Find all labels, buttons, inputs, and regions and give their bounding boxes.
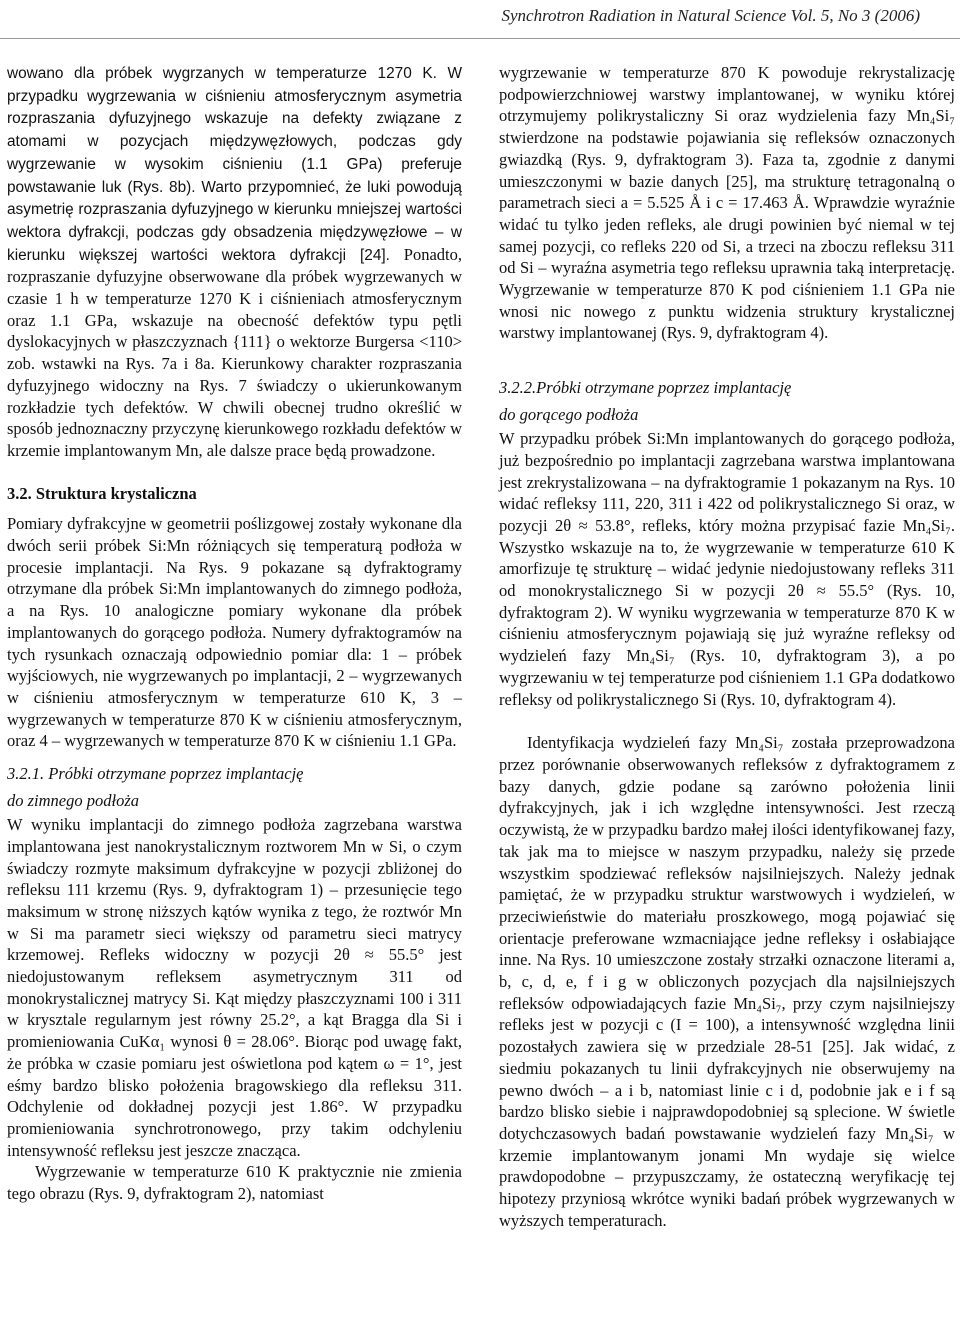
right-paragraph-1: wygrzewanie w temperaturze 870 K powoduje rekrystalizację podpowierzchniowej warstwy implantowanej, w wyniku której otrzymujemy polikrystaliczny Si oraz wydzielenia fazy Mn₄Si₇ stwierdzone na podstawie pojawiania się refleksów oznaczonych gwiazdką (Rys. 9, dyfraktogram 3). Faza ta, zgodnie z danymi umieszczonymi w bazie danych [25], ma strukturę tetragonalną o parametrach sieci a = 5.525 Å i c = 17.463 Å. Wprawdzie wyraźnie widać tu tylko jeden refleks, ale drugi powinien być niemal w tej samej pozycji, co refleks 220 od Si, a trzeci na zboczu refleksu 311 od Si – wyraźna asymetria tego refleksu uprawnia taką interpretację. Wygrzewanie w temperaturze 870 K pod ciśnieniem 1.1 GPa nie wnosi nic nowego z punktu widzenia struktury krystalicznej warstwy implantowanej (Rys. 9, dyfraktogram 4). <box>499 63 955 343</box>
section-heading-3-2: 3.2. Struktura krystaliczna <box>7 483 197 503</box>
heading-3-2-1-line-1: 3.2.1. Próbki otrzymane poprzez implantację <box>7 764 304 784</box>
heading-3-2-2-line-1: 3.2.2.Próbki otrzymane poprzez implantację <box>499 378 792 398</box>
spacer <box>499 344 955 366</box>
left-column <box>7 62 462 1205</box>
left-paragraph-2-text: Ponadto, rozpraszanie dyfuzyjne obserwowane dla próbek wygrzewanych w czasie 1 h w temperaturze 1270 K i ciśnieniach atmosferycznym oraz 1.1 GPa, wskazuje na obecność defektów typu pętli dyslokacyjnych w płaszczyznach {111} o wektorze Burgersa <110> zob. wstawki na Rys. 7a i 8a. Kierunkowy charakter rozpraszania dyfuzyjnego widoczny na Rys. 7 świadczy o ukierunkowanym rozkładzie tych defektów. W chwili obecnej trudno określić w sposób jednoznaczny przyczynę kierunkowego rozkładu defektów w krzemie implantowanym Mn, ale dalsze prace będą prowadzone. <box>7 244 462 460</box>
right-paragraph-2: W przypadku próbek Si:Mn implantowanych do gorącego podłoża, już bezpośrednio po implantacji zagrzebana warstwa implantowana jest zrekrystalizowana – na dyfraktogramie 1 pokazanym na Rys. 10 widać refleksy 111, 220, 311 i 422 od polikrystalicznego Si oraz, w pozycji 2θ ≈ 53.8°, refleks, który można przypisać fazie Mn₄Si₇. Wszystko wskazuje na to, że wygrzewanie w temperaturze 610 K amorfizuje tę strukturę – widać jedynie niedojustowany refleks 311 od monokrystalicznego Si w pozycji 2θ ≈ 55.5° (Rys. 10, dyfraktogram 2). W wyniku wygrzewania w temperaturze 870 K w ciśnieniu atmosferycznym pojawiają się już wyraźne refleksy od wydzieleń fazy Mn₄Si₇ (Rys. 10, dyfraktogram 3), a po wygrzewaniu w tej temperaturze pod ciśnieniem 1.1 GPa dodatkowo refleksy od polikrystalicznego Si (Rys. 10, dyfraktogram 4). <box>499 429 955 709</box>
journal-header: Synchrotron Radiation in Natural Science Vol. 5, No 3 (2006) <box>501 6 920 25</box>
right-column <box>499 62 955 1231</box>
section-heading-3-2-2 <box>499 374 955 428</box>
left-paragraph-5: Wygrzewanie w temperaturze 610 K praktycznie nie zmienia tego obrazu (Rys. 9, dyfraktogram 2), natomiast <box>7 1162 462 1204</box>
left-paragraph-1-text: wowano dla próbek wygrzanych w temperaturze 1270 K. W przypadku wygrzewania w ciśnieniu atmosferycznym asymetria rozpraszania dyfuzyjnego wskazuje na defekty związane z atomami w pozycjach międzywęzłowych, podczas gdy wygrzewanie w wysokim ciśnieniu (1.1 GPa) preferuje powstawanie luk (Rys. 8b). Warto przypomnieć, że luki powodują asymetrię rozpraszania dyfuzyjnego w kierunku mniejszej wartości wektora dyfrakcji, podczas gdy obsadzenia międzywęzłowe – w kierunku większej wartości wektora dyfrakcji [24]. <box>7 65 462 264</box>
left-paragraph-4: W wyniku implantacji do zimnego podłoża zagrzebana warstwa implantowana jest nanokrystalicznym roztworem Mn w Si, o czym świadczy rozmyte maksimum dyfrakcyjne w pozycji zbliżonej do refleksu 111 krzemu (Rys. 9, dyfraktogram 1) – przesunięcie tego maksimum w stronę niższych kątów wynika z tego, że roztwór Mn w Si ma parametr sieci większy od parametru sieci matrycy krzemowej. Refleks widoczny w pozycji 2θ ≈ 55.5° jest niedojustowanym refleksem asymetrycznym 311 od monokrystalicznej matrycy Si. Kąt między płaszczyznami 100 i 311 w krysztale regularnym jest równy 25.2°, a kąt Bragga dla Si i promieniowania CuKα₁ wynosi θ = 28.06°. Biorąc pod uwagę fakt, że próbka w czasie pomiaru jest oświetlona pod kątem ω = 1°, jest eśmy bardzo blisko położenia bragowskiego dla refleksu 311. Odchylenie od dokładnej pozycji jest 1.86°. W przypadku promieniowania synchrotronowego, przy takim odchyleniu intensywność refleksu jest jeszcze znacząca. <box>7 815 462 1160</box>
left-paragraph-1 <box>7 62 462 462</box>
right-paragraph-3: Identyfikacja wydzieleń fazy Mn₄Si₇ została przeprowadzona przez porównanie obserwowanych refleksów z dyfraktogramem z bazy danych, gdzie podane są zarówno położenia linii dyfrakcyjnych, jak i ich względne intensywności. Jest rzeczą oczywistą, że w przypadku bardzo małej ilości identyfikowanej fazy, tak jak ma to miejsce w naszym przypadku, należy się przede wszystkim spodziewać refleksów najsilniejszych. Należy jednak pamiętać, że w przypadku struktur warstwowych i wydzieleń, w przeciwieństwie do materiału proszkowego, mogą pojawiać się orientacje preferowane wzmacniające jedne refleksy i osłabiające inne. Na Rys. 10 umieszczone zostały strzałki oznaczone literami a, b, c, d, e, f i g w obliczonych pozycjach dla najsilniejszych refleksów odpowiadających fazie Mn₄Si₇, przy czym najsilniejszy refleks jest w pozycji c (I = 100), a intensywność względna linii pozostałych zawiera się w przedziale 28-51 [25]. Jak widać, z siedmiu pokazanych tu linii dyfrakcyjnych nie obserwujemy na pewno dwóch – a i b, natomiast linie c i d, podobnie jak e i f są bardzo blisko siebie i najprawdopodobniej są splecione. W świetle dotychczasowych badań powstawanie wydzieleń fazy Mn₄Si₇ w krzemie implantowanym jonami Mn wydaje się wielce prawdopodobne – przypuszczamy, że ostateczną weryfikację tej hipotezy przyniosą wkrótce wyniki badań próbek wygrzewanych w wyższych temperaturach. <box>499 733 955 1230</box>
heading-3-2-1-line-2: do zimnego podłoża <box>7 791 139 811</box>
header-rule <box>0 38 960 39</box>
heading-3-2-2-line-2: do gorącego podłoża <box>499 405 639 425</box>
section-heading-3-2-1 <box>7 760 462 814</box>
left-paragraph-3: Pomiary dyfrakcyjne w geometrii poślizgowej zostały wykonane dla dwóch serii próbek Si:Mn różniących się temperaturą podłoża w procesie implantacji. Na Rys. 9 pokazane są dyfraktogramy otrzymane dla próbek Si:Mn implantowanych do zimnego podłoża, a na Rys. 10 analogiczne pomiary wykonane dla próbek implantowanych do gorącego podłoża. Numery dyfraktogramów na tych rysunkach oznaczają odpowiednio pomiar dla: 1 – próbek wyjściowych, nie wygrzewanych po implantacji, 2 – wygrzewanych w ciśnieniu atmosferycznym w temperaturze 610 K, 3 – wygrzewanych w temperaturze 870 K w ciśnieniu atmosferycznym, oraz 4 – wygrzewanych w temperaturze 870 K w ciśnieniu 1.1 GPa. <box>7 514 462 751</box>
